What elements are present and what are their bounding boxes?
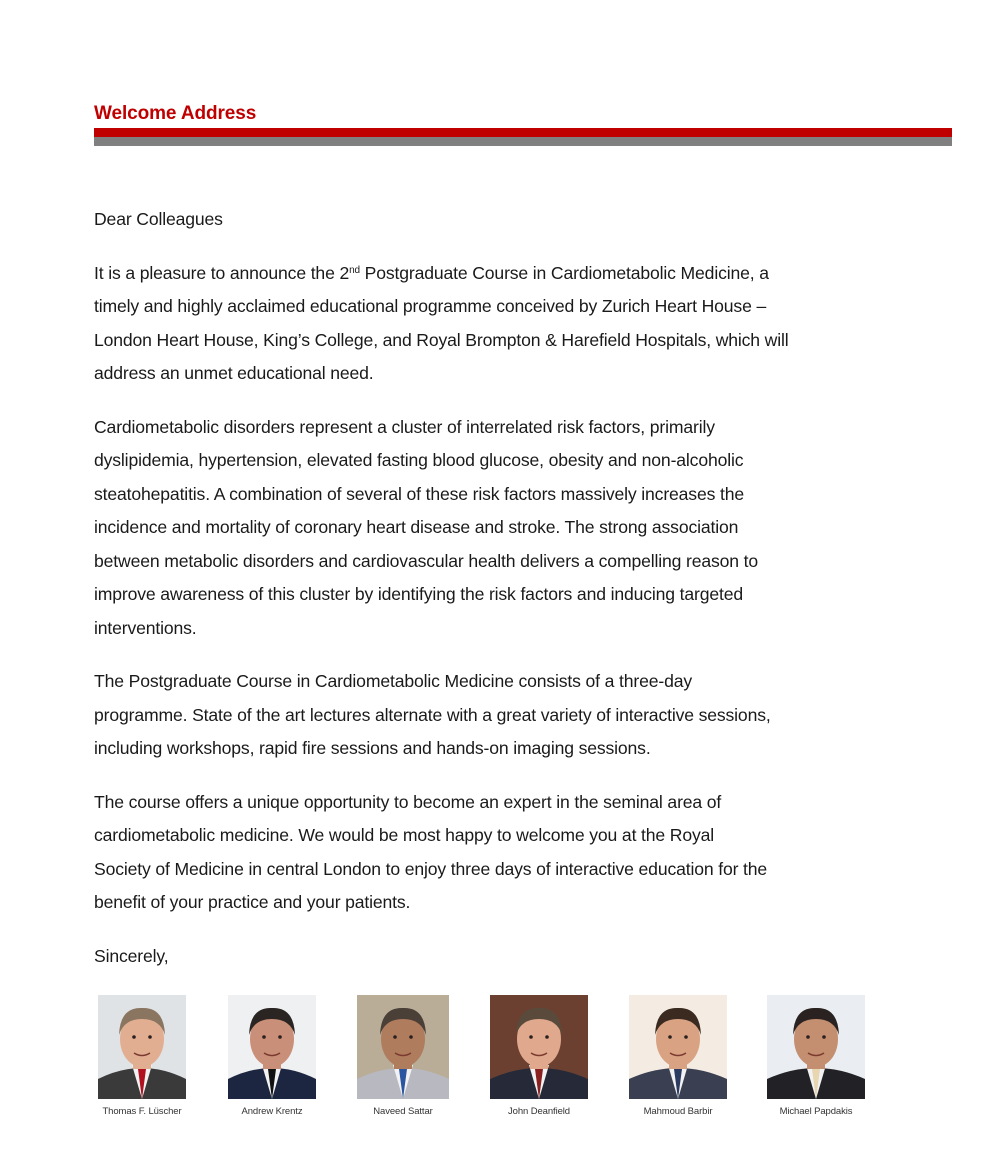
portrait-illustration: [228, 995, 316, 1099]
faculty-name: Michael Papdakis: [779, 1106, 853, 1117]
paragraph-line: Cardiometabolic disorders represent a cluster of interrelated risk factors, primarily: [94, 416, 715, 437]
paragraph-line: The Postgraduate Course in Cardiometabolic Medicine consists of a three-day: [94, 671, 693, 691]
portrait-photo: [357, 995, 449, 1099]
faculty-row: [0, 995, 1000, 1125]
portrait-eye: [822, 1035, 826, 1039]
faculty-name: Thomas F. Lüscher: [102, 1106, 182, 1117]
faculty-member: [490, 995, 588, 1117]
paragraph-course: [94, 665, 954, 766]
portrait-eye: [668, 1035, 672, 1039]
portrait-photo: [490, 995, 588, 1099]
paragraph-disorders: [94, 411, 954, 646]
faculty-member: [629, 995, 727, 1117]
portrait-eye: [393, 1035, 397, 1039]
faculty-member: [228, 995, 316, 1117]
paragraph-line: programme. State of the art lectures alternate with a great variety of interactive sessions,: [94, 704, 771, 725]
portrait-photo: [98, 995, 186, 1099]
portrait-eye: [684, 1035, 688, 1039]
paragraph-line: incidence and mortality of coronary heart disease and stroke. The strong association: [94, 517, 739, 537]
faculty-name: John Deanfield: [508, 1106, 570, 1117]
page-title: Welcome Address: [94, 103, 257, 124]
portrait-illustration: [357, 995, 449, 1099]
faculty-name: Mahmoud Barbir: [643, 1106, 713, 1117]
title-rule-grey: [94, 137, 952, 146]
portrait-photo: [228, 995, 316, 1099]
paragraph-intro: [94, 257, 954, 391]
paragraph-line: [94, 257, 954, 291]
paragraph-line: dyslipidemia, hypertension, elevated fasting blood glucose, obesity and non-alcoholic: [94, 450, 744, 470]
portrait-eye: [545, 1035, 549, 1039]
paragraph-line: benefit of your practice and your patients.: [94, 892, 411, 912]
portrait-eye: [409, 1035, 413, 1039]
portrait-photo: [767, 995, 865, 1099]
paragraph-line: The course offers a unique opportunity to become an expert in the seminal area of: [94, 791, 722, 812]
faculty-member: [98, 995, 186, 1117]
faculty-name: Naveed Sattar: [373, 1106, 433, 1117]
portrait-illustration: [490, 995, 588, 1099]
closing: Sincerely,: [94, 945, 169, 966]
text-fragment: Postgraduate Course in Cardiometabolic Medicine, a: [359, 262, 769, 283]
faculty-member: [767, 995, 865, 1117]
paragraph-line: interventions.: [94, 617, 197, 638]
letter-body: [94, 203, 954, 993]
paragraph-line: improve awareness of this cluster by identifying the risk factors and inducing targeted: [94, 584, 744, 604]
faculty-name: Andrew Krentz: [241, 1106, 303, 1117]
paragraph-line: timely and highly acclaimed educational programme conceived by Zurich Heart House –: [94, 296, 767, 316]
text-fragment: It is a pleasure to announce the 2: [94, 262, 350, 283]
paragraph-line: London Heart House, King’s College, and Royal Brompton & Harefield Hospitals, which will: [94, 329, 789, 350]
paragraph-line: including workshops, rapid fire sessions and hands-on imaging sessions.: [94, 738, 651, 758]
portrait-eye: [132, 1035, 136, 1039]
paragraph-line: address an unmet educational need.: [94, 363, 374, 383]
portrait-eye: [806, 1035, 810, 1039]
faculty-member: [357, 995, 449, 1117]
paragraph-invitation: [94, 786, 954, 920]
portrait-eye: [262, 1035, 266, 1039]
paragraph-line: Society of Medicine in central London to enjoy three days of interactive education for the: [94, 858, 768, 879]
portrait-photo: [629, 995, 727, 1099]
portrait-eye: [148, 1035, 152, 1039]
salutation: Dear Colleagues: [94, 209, 223, 229]
portrait-illustration: [629, 995, 727, 1099]
title-rule-red: [94, 128, 952, 137]
ordinal-suffix: nd: [349, 264, 360, 276]
portrait-illustration: [767, 995, 865, 1099]
portrait-eye: [278, 1035, 282, 1039]
portrait-illustration: [98, 995, 186, 1099]
paragraph-line: cardiometabolic medicine. We would be most happy to welcome you at the Royal: [94, 825, 715, 845]
paragraph-line: steatohepatitis. A combination of several of these risk factors massively increases the: [94, 483, 744, 504]
paragraph-line: between metabolic disorders and cardiovascular health delivers a compelling reason to: [94, 550, 759, 571]
portrait-eye: [529, 1035, 533, 1039]
